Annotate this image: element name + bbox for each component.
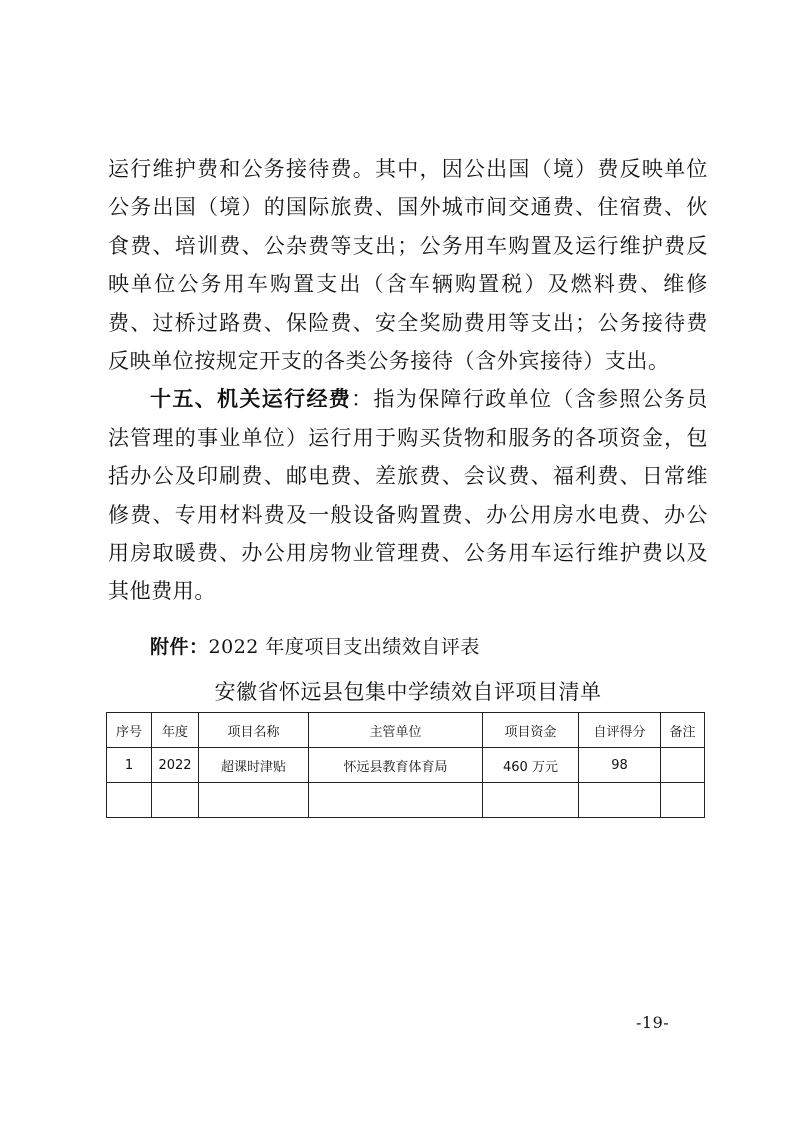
header-cell-funds: 项目资金 (483, 713, 579, 748)
header-cell-project-name: 项目名称 (199, 713, 309, 748)
table-cell (579, 783, 661, 818)
attachment-label: 附件： (150, 636, 209, 658)
table-cell: 怀远县教育体育局 (309, 748, 483, 783)
attachment-text: 2022 年度项目支出绩效自评表 (208, 636, 480, 658)
paragraph-public-expenses: 运行维护费和公务接待费。其中，因公出国（境）费反映单位公务出国（境）的国际旅费、国外城市间交通费、住宿费、伙食费、培训费、公杂费等支出；公务用车购置及运行维护费反映单位公务用车购置支出（含车辆购置税）及燃料费、维修费、过桥过路费、保险费、安全奖励费用等支出；公务接待费反映单位按规定开支的各类公务接待（含外宾接待）支出。 (108, 157, 708, 374)
table-cell (107, 783, 152, 818)
section-text: ：指为保障行政单位（含参照公务员法管理的事业单位）运行用于购买货物和服务的各项资金，包括办公及印刷费、邮电费、差旅费、会议费、福利费、日常维修费、专用材料费及一般设备购置费、办公用房水电费、办公用房取暖费、办公用房物业管理费、公务用车运行维护费以及其他费用。 (108, 387, 708, 604)
header-cell-department: 主管单位 (309, 713, 483, 748)
table-row (107, 783, 705, 818)
attachment-line (150, 632, 480, 659)
page-number: -19- (636, 1013, 670, 1032)
table-title: 安徽省怀远县包集中学绩效自评项目清单 (214, 680, 602, 704)
table-cell: 1 (107, 748, 152, 783)
project-list-table (106, 712, 705, 818)
table-cell (661, 783, 705, 818)
table-cell (661, 748, 705, 783)
table-cell (483, 783, 579, 818)
table-cell: 2022 (152, 748, 199, 783)
table-header-row (107, 713, 705, 748)
table-cell: 超课时津贴 (199, 748, 309, 783)
table-cell: 98 (579, 748, 661, 783)
table-cell (199, 783, 309, 818)
header-cell-index: 序号 (107, 713, 152, 748)
body-text (108, 150, 708, 611)
table-cell (309, 783, 483, 818)
table-cell (152, 783, 199, 818)
header-cell-notes: 备注 (661, 713, 705, 748)
header-cell-score: 自评得分 (579, 713, 661, 748)
table-cell: 460 万元 (483, 748, 579, 783)
paragraph-agency-operating-costs (108, 380, 708, 610)
section-heading: 十五、机关运行经费 (150, 387, 352, 412)
header-cell-year: 年度 (152, 713, 199, 748)
table-row (107, 748, 705, 783)
